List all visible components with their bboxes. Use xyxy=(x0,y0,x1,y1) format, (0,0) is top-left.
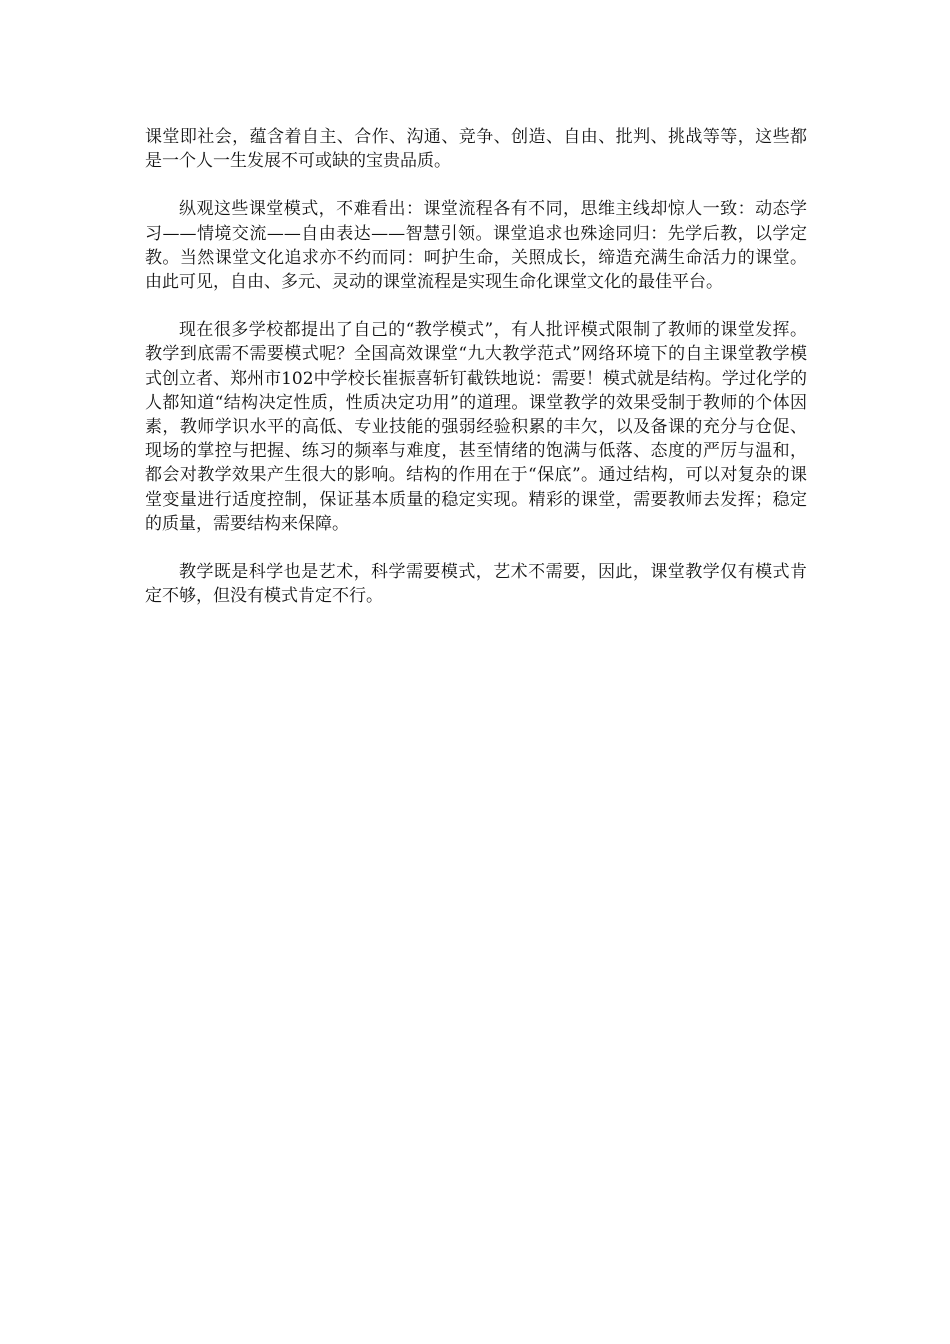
paragraph-classroom-society: 课堂即社会，蕴含着自主、合作、沟通、竞争、创造、自由、批判、挑战等等，这些都是一个人一生发展不可或缺的宝贵品质。 xyxy=(145,127,807,172)
paragraph-science-and-art: 教学既是科学也是艺术，科学需要模式，艺术不需要，因此，课堂教学仅有模式肯定不够，但没有模式肯定不行。 xyxy=(145,562,807,607)
paragraph-teaching-model-debate: 现在很多学校都提出了自己的“教学模式”，有人批评模式限制了教师的课堂发挥。教学到底需不需要模式呢？全国高效课堂“九大教学范式”网络环境下的自主课堂教学模式创立者、郑州市102中学校长崔振喜斩钉截铁地说：需要！模式就是结构。学过化学的人都知道“结构决定性质，性质决定功用”的道理。课堂教学的效果受制于教师的个体因素，教师学识水平的高低、专业技能的强弱经验积累的丰欠，以及备课的充分与仓促、现场的掌控与把握、练习的频率与难度，甚至情绪的饱满与低落、态度的严厉与温和，都会对教学效果产生很大的影响。结构的作用在于“保底”。通过结构，可以对复杂的课堂变量进行适度控制，保证基本质量的稳定实现。精彩的课堂，需要教师去发挥；稳定的质量，需要结构来保障。 xyxy=(145,320,807,534)
document-body xyxy=(145,125,807,632)
paragraph-classroom-models-overview: 纵观这些课堂模式，不难看出：课堂流程各有不同，思维主线却惊人一致：动态学习——情境交流——自由表达——智慧引领。课堂追求也殊途同归：先学后教，以学定教。当然课堂文化追求亦不约而同：呵护生命，关照成长，缔造充满生命活力的课堂。由此可见，自由、多元、灵动的课堂流程是实现生命化课堂文化的最佳平台。 xyxy=(145,199,807,293)
